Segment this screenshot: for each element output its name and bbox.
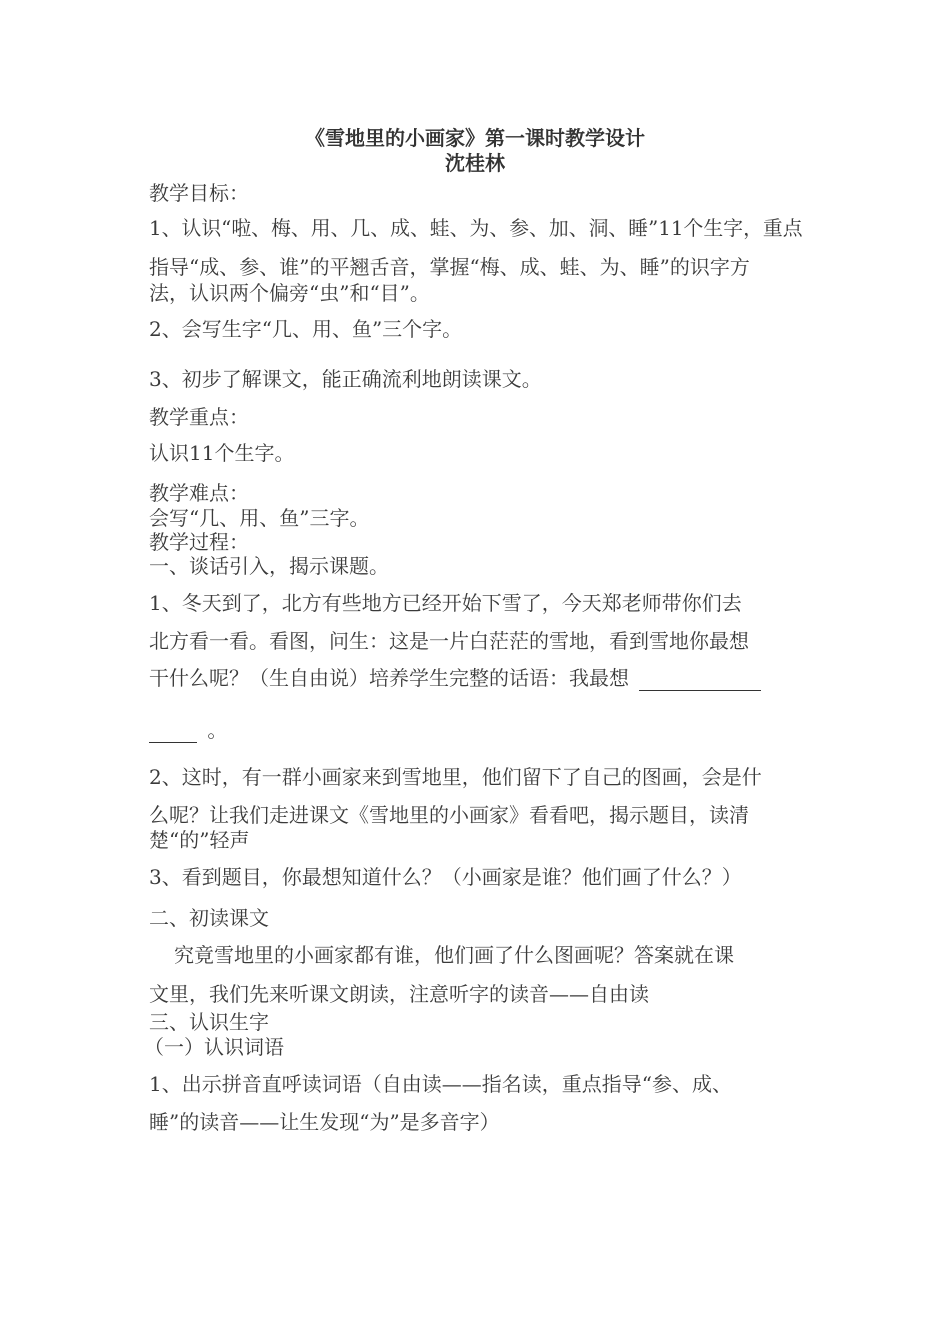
part-1-heading: 一、谈话引入，揭示课题。 xyxy=(149,554,389,578)
part-1-item-1-line-4 xyxy=(149,718,227,743)
document-author: 沈桂林 xyxy=(445,151,505,175)
difficulties-text: 会写“几、用、鱼”三字。 xyxy=(149,506,370,530)
goal-3: 3、初步了解课文，能正确流利地朗读课文。 xyxy=(149,367,542,391)
document-title: 《雪地里的小画家》第一课时教学设计 xyxy=(305,126,645,150)
goal-1-line-2: 指导“成、参、谁”的平翘舌音，掌握“梅、成、蛙、为、睡”的识字方 xyxy=(149,255,750,279)
part-1-item-1-line-3 xyxy=(149,666,761,691)
fill-in-blank xyxy=(639,666,761,691)
part-3-heading: 三、认识生字 xyxy=(149,1010,269,1034)
part-2-text-line-2: 文里，我们先来听课文朗读，注意听字的读音——自由读 xyxy=(149,982,649,1006)
part-3-item-1-line-2: 睡”的读音——让生发现“为”是多音字） xyxy=(149,1110,500,1134)
part-1-item-2-line-1: 2、这时，有一群小画家来到雪地里，他们留下了自己的图画，会是什 xyxy=(149,765,762,789)
part-2-text-line-1: 究竟雪地里的小画家都有谁，他们画了什么图画呢？答案就在课 xyxy=(174,943,734,967)
part-3-item-1-line-1: 1、出示拼音直呼读词语（自由读——指名读，重点指导“参、成、 xyxy=(149,1072,732,1096)
goal-1-line-3: 法，认识两个偏旁“虫”和“目”。 xyxy=(149,281,430,305)
part-1-item-2-line-3: 楚“的”轻声 xyxy=(149,828,250,852)
goal-2: 2、会写生字“几、用、鱼”三个字。 xyxy=(149,317,463,341)
section-heading-key-points: 教学重点： xyxy=(149,405,249,429)
part-3-subheading: （一）认识词语 xyxy=(144,1035,284,1059)
section-heading-goals: 教学目标： xyxy=(149,181,249,205)
part-1-item-1-line-2: 北方看一看。看图，问生：这是一片白茫茫的雪地，看到雪地你最想 xyxy=(149,629,749,653)
part-1-item-3: 3、看到题目，你最想知道什么？（小画家是谁？他们画了什么？） xyxy=(149,865,742,889)
part-1-item-1-line-1: 1、冬天到了，北方有些地方已经开始下雪了，今天郑老师带你们去 xyxy=(149,591,742,615)
key-points-text: 认识11个生字。 xyxy=(149,441,295,465)
goal-1-line-1: 1、认识“啦、梅、用、几、成、蛙、为、参、加、洞、睡”11个生字，重点 xyxy=(149,216,803,240)
part-2-heading: 二、初读课文 xyxy=(149,906,269,930)
fill-in-blank-continued xyxy=(149,718,197,743)
section-heading-difficulties: 教学难点： xyxy=(149,481,249,505)
part-1-item-1-line-3-text: 干什么呢？（生自由说）培养学生完整的话语：我最想 xyxy=(149,666,629,690)
part-1-item-2-line-2: 么呢？让我们走进课文《雪地里的小画家》看看吧，揭示题目，读清 xyxy=(149,803,749,827)
section-heading-process: 教学过程： xyxy=(149,530,249,554)
part-1-item-1-line-4-text: 。 xyxy=(207,718,228,742)
